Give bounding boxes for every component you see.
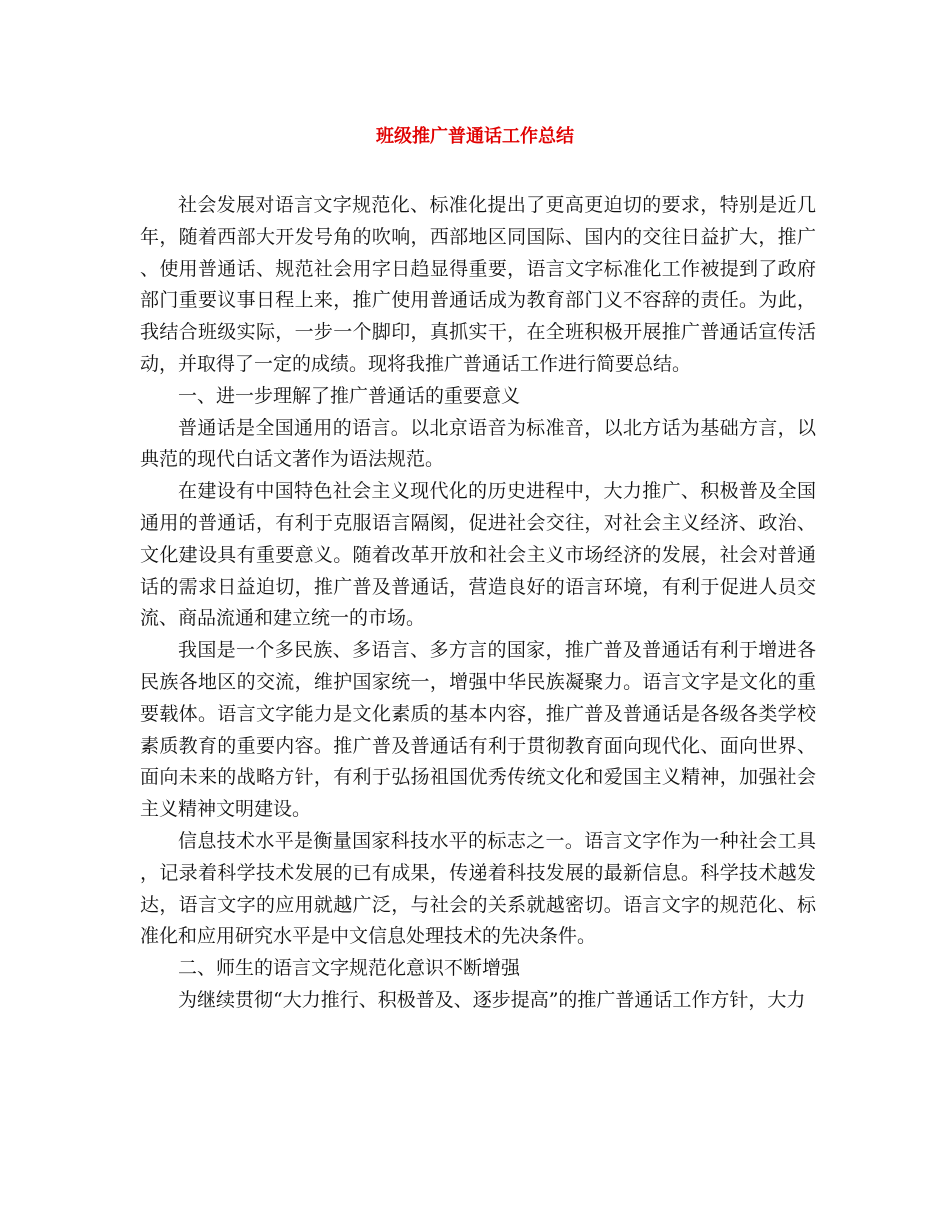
paragraph-policy: 为继续贯彻“大力推行、积极普及、逐步提高”的推广普通话工作方针，大力 <box>178 988 806 1011</box>
paragraph-technology: 信息技术水平是衡量国家科技水平的标志之一。语言文字作为一种社会工具，记录着科学技术发展的已有成果，传递着科技发展的最新信息。科学技术越发达，语言文字的应用就越广泛，与社会的关系就越密切。语言文字的规范化、标准化和应用研究水平是中文信息处理技术的先决条件。 <box>140 829 816 948</box>
paragraph-nation: 我国是一个多民族、多语言、多方言的国家，推广普及普通话有利于增进各民族各地区的交流，维护国家统一，增强中华民族凝聚力。语言文字是文化的重要载体。语言文字能力是文化素质的基本内容，推广普及普通话是各级各类学校素质教育的重要内容。推广普及普通话有利于贯彻教育面向现代化、面向世界、面向未来的战略方针，有利于弘扬祖国优秀传统文化和爱国主义精神，加强社会主义精神文明建设。 <box>140 639 816 821</box>
paragraph-significance: 在建设有中国特色社会主义现代化的历史进程中，大力推广、积极普及全国通用的普通话，有利于克服语言隔阂，促进社会交往，对社会主义经济、政治、文化建设具有重要意义。随着改革开放和社会主义市场经济的发展，社会对普通话的需求日益迫切，推广普及普通话，营造良好的语言环境，有利于促进人员交流、商品流通和建立统一的市场。 <box>140 480 816 630</box>
document-title: 班级推广普通话工作总结 <box>376 126 574 147</box>
section-heading-1: 一、进一步理解了推广普通话的重要意义 <box>178 384 521 407</box>
paragraph-definition: 普通话是全国通用的语言。以北京语音为标准音，以北方话为基础方言，以典范的现代白话文著作为语法规范。 <box>140 416 816 471</box>
document-body <box>140 190 816 1017</box>
section-heading-2: 二、师生的语言文字规范化意识不断增强 <box>178 957 521 980</box>
paragraph-intro: 社会发展对语言文字规范化、标准化提出了更高更迫切的要求，特别是近几年，随着西部大开发号角的吹响，西部地区同国际、国内的交往日益扩大，推广、使用普通话、规范社会用字日趋显得重要，语言文字标准化工作被提到了政府部门重要议事日程上来，推广使用普通话成为教育部门义不容辞的责任。为此，我结合班级实际，一步一个脚印，真抓实干，在全班积极开展推广普通话宣传活动，并取得了一定的成绩。现将我推广普通话工作进行简要总结。 <box>140 194 816 375</box>
